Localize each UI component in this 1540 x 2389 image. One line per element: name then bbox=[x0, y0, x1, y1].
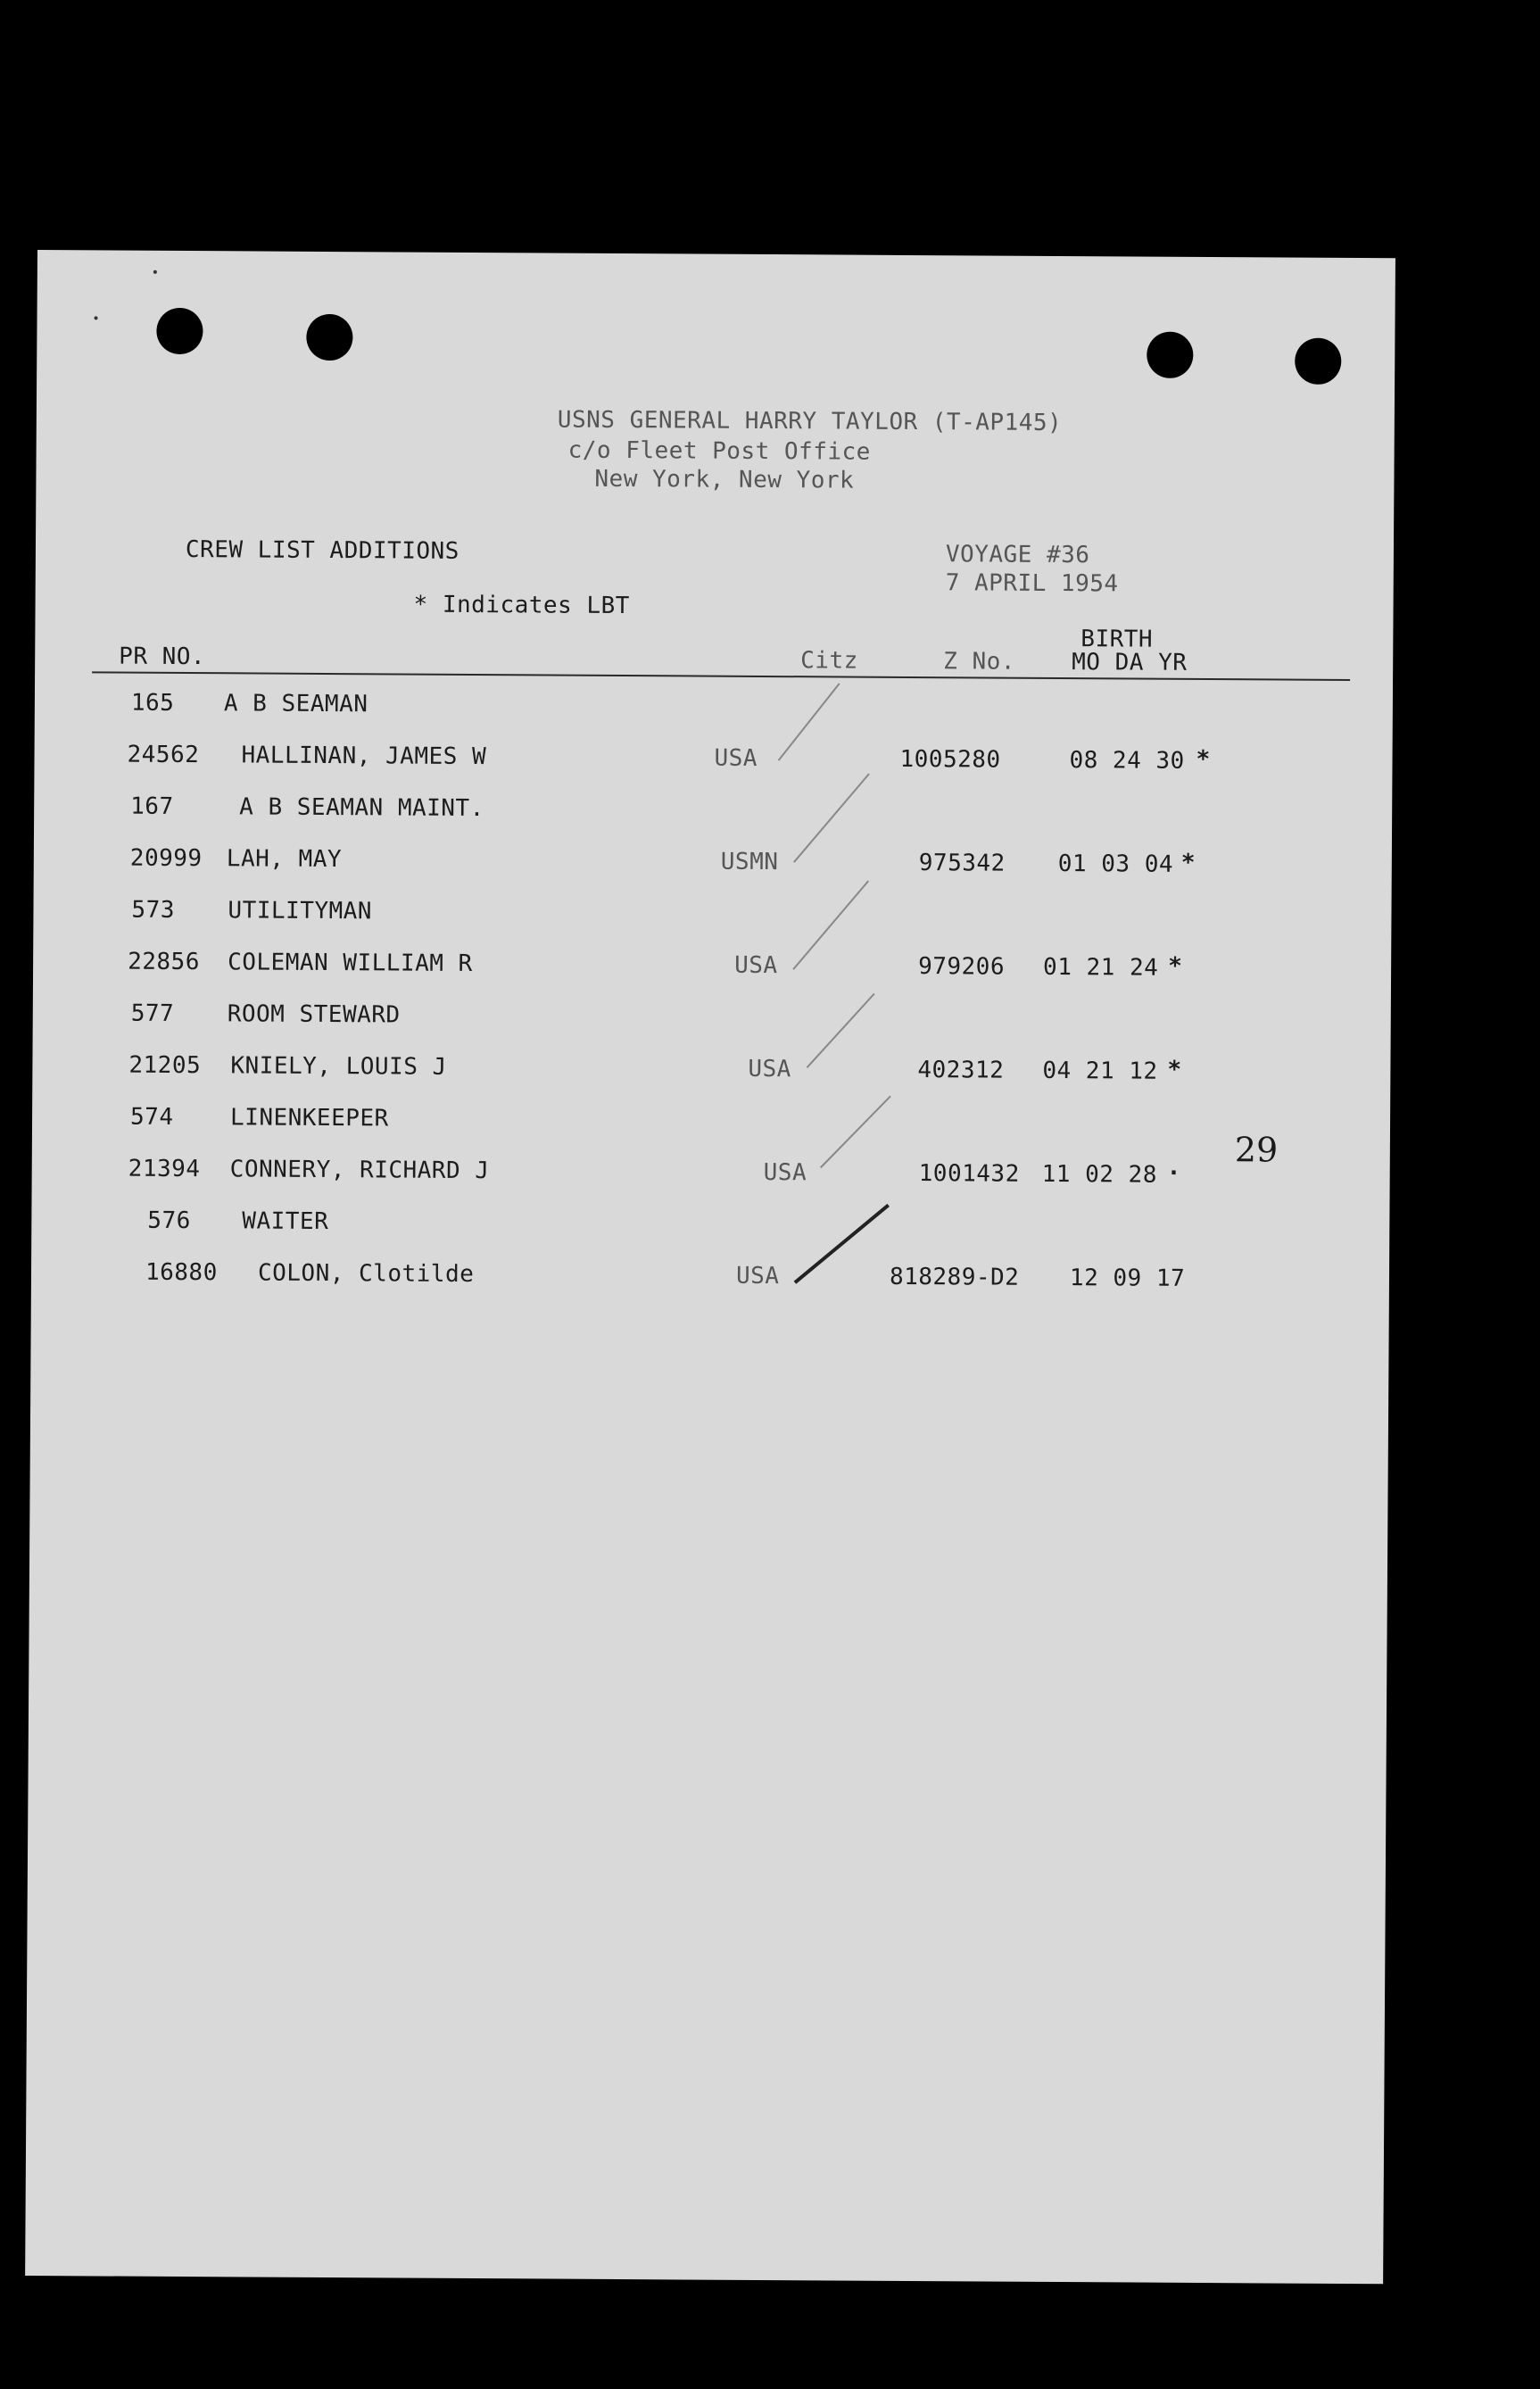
crew-birth-date: 12 09 17 bbox=[1069, 1265, 1186, 1292]
birth-mo-da-yr-header: MO DA YR bbox=[1072, 649, 1188, 676]
crew-name: COLEMAN WILLIAM R bbox=[228, 949, 473, 977]
pen-check-mark bbox=[793, 773, 870, 862]
fleet-post-office: c/o Fleet Post Office bbox=[567, 436, 871, 466]
crew-z-number: 818289-D2 bbox=[889, 1263, 1020, 1291]
crew-name: LAH, MAY bbox=[226, 845, 343, 874]
crew-number: 24562 bbox=[127, 741, 200, 769]
punch-hole bbox=[1147, 332, 1193, 378]
lbt-mark: * bbox=[1167, 1056, 1182, 1083]
crew-birth-date: 01 21 24 bbox=[1043, 953, 1159, 982]
pen-check-mark bbox=[794, 1204, 890, 1284]
crew-citizenship: USA bbox=[734, 951, 778, 980]
page-number: 29 bbox=[1234, 1130, 1279, 1170]
position-title: ROOM STEWARD bbox=[227, 1000, 401, 1029]
crew-birth-date: 04 21 12 bbox=[1042, 1057, 1158, 1085]
crew-number: 16880 bbox=[145, 1258, 218, 1287]
ship-name: USNS GENERAL HARRY TAYLOR (T-AP145) bbox=[557, 406, 1063, 437]
crew-birth-date: 08 24 30 bbox=[1069, 747, 1185, 775]
punch-hole bbox=[1295, 338, 1341, 385]
position-title: A B SEAMAN MAINT. bbox=[239, 793, 484, 823]
position-code: 167 bbox=[130, 792, 174, 820]
crew-z-number: 975342 bbox=[918, 850, 1006, 877]
crew-birth-date: 11 02 28 bbox=[1041, 1160, 1158, 1189]
lbt-mark: * bbox=[1168, 952, 1183, 980]
crew-name: HALLINAN, JAMES W bbox=[241, 742, 487, 771]
voyage-date: 7 APRIL 1954 bbox=[945, 569, 1119, 598]
position-code: 165 bbox=[130, 689, 175, 717]
document-page bbox=[25, 250, 1395, 2284]
crew-name: KNIELY, LOUIS J bbox=[230, 1052, 447, 1081]
pen-check-mark bbox=[820, 1096, 891, 1168]
pen-check-mark bbox=[778, 683, 840, 761]
page-title: CREW LIST ADDITIONS bbox=[185, 536, 460, 565]
pen-check-mark bbox=[807, 993, 875, 1068]
crew-name: CONNERY, RICHARD J bbox=[229, 1156, 490, 1185]
crew-number: 21394 bbox=[128, 1155, 201, 1183]
crew-citizenship: USA bbox=[735, 1262, 780, 1290]
position-code: 573 bbox=[131, 896, 176, 924]
lbt-mark: * bbox=[1196, 745, 1211, 774]
crew-number: 21205 bbox=[128, 1051, 202, 1080]
crew-z-number: 979206 bbox=[918, 953, 1006, 981]
position-title: A B SEAMAN bbox=[223, 690, 368, 718]
crew-name: COLON, Clotilde bbox=[257, 1259, 475, 1289]
position-code: 576 bbox=[147, 1207, 191, 1235]
crew-number: 20999 bbox=[129, 844, 203, 873]
position-title: LINENKEEPER bbox=[229, 1104, 389, 1132]
crew-birth-date: 01 03 04 bbox=[1057, 850, 1174, 878]
crew-citizenship: USA bbox=[763, 1158, 807, 1187]
crew-citizenship: USA bbox=[714, 744, 758, 772]
voyage-number: VOYAGE #36 bbox=[945, 541, 1090, 569]
speck bbox=[153, 270, 157, 274]
position-code: 577 bbox=[130, 1000, 175, 1027]
lbt-mark: * bbox=[1180, 849, 1196, 876]
lbt-legend: * Indicates LBT bbox=[413, 591, 630, 620]
speck bbox=[95, 316, 98, 319]
position-code: 574 bbox=[129, 1103, 174, 1131]
crew-citizenship: USA bbox=[748, 1055, 791, 1083]
z-no-header: Z No. bbox=[943, 648, 1016, 676]
position-title: WAITER bbox=[242, 1207, 329, 1236]
pr-no-header: PR NO. bbox=[119, 643, 206, 671]
citz-header: Citz bbox=[800, 647, 858, 675]
crew-z-number: 402312 bbox=[917, 1057, 1005, 1084]
crew-z-number: 1001432 bbox=[918, 1160, 1020, 1188]
crew-z-number: 1005280 bbox=[899, 745, 1001, 774]
birth-header: BIRTH bbox=[1080, 626, 1154, 653]
crew-citizenship: USMN bbox=[720, 848, 779, 876]
punch-hole bbox=[156, 308, 203, 354]
punch-hole bbox=[306, 314, 352, 361]
pen-check-mark bbox=[792, 880, 869, 969]
ship-location: New York, New York bbox=[594, 465, 855, 494]
position-title: UTILITYMAN bbox=[228, 897, 373, 925]
crew-number: 22856 bbox=[128, 948, 201, 976]
lbt-mark: · bbox=[1166, 1159, 1181, 1187]
